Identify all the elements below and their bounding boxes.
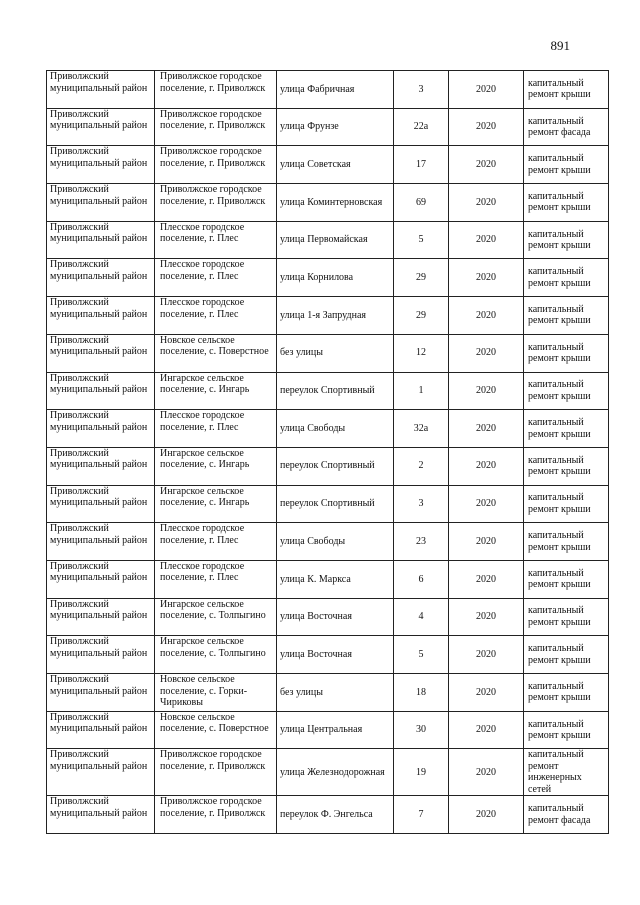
street-cell: переулок Ф. Энгельса [277,796,394,834]
year-cell: 2020 [449,410,524,448]
settlement-cell: Плесское городское поселение, г. Плес [155,259,277,297]
work-type-cell: капитальный ремонт фасада [524,796,609,834]
page-number: 891 [550,38,570,53]
house-number-cell: 3 [394,71,449,109]
street-cell: без улицы [277,334,394,372]
street-cell: улица Восточная [277,636,394,674]
settlement-cell: Плесское городское поселение, г. Плес [155,560,277,598]
settlement-cell: Приволжское городское поселение, г. Приволжск [155,108,277,146]
year-cell: 2020 [449,749,524,796]
district-cell: Приволжский муниципальный район [47,485,155,523]
work-type-cell: капитальный ремонт крыши [524,221,609,259]
street-cell: улица Восточная [277,598,394,636]
year-cell: 2020 [449,372,524,410]
work-type-cell: капитальный ремонт фасада [524,108,609,146]
settlement-cell: Приволжское городское поселение, г. Приволжск [155,184,277,222]
table-row [47,297,609,335]
year-cell: 2020 [449,71,524,109]
settlement-cell: Плесское городское поселение, г. Плес [155,410,277,448]
year-cell: 2020 [449,184,524,222]
street-cell: улица Центральная [277,711,394,749]
work-type-cell: капитальный ремонт крыши [524,560,609,598]
work-type-cell: капитальный ремонт крыши [524,334,609,372]
work-type-cell: капитальный ремонт крыши [524,410,609,448]
house-number-cell: 17 [394,146,449,184]
street-cell: улица 1-я Запрудная [277,297,394,335]
work-type-cell: капитальный ремонт крыши [524,184,609,222]
street-cell: улица Корнилова [277,259,394,297]
work-type-cell: капитальный ремонт крыши [524,146,609,184]
year-cell: 2020 [449,108,524,146]
table-row [47,108,609,146]
year-cell: 2020 [449,711,524,749]
work-type-cell: капитальный ремонт крыши [524,259,609,297]
work-type-cell: капитальный ремонт крыши [524,636,609,674]
table-row [47,749,609,796]
work-type-cell: капитальный ремонт крыши [524,447,609,485]
house-number-cell: 2 [394,447,449,485]
table-row [47,259,609,297]
table-row [47,711,609,749]
year-cell: 2020 [449,334,524,372]
table-row [47,598,609,636]
house-number-cell: 23 [394,523,449,561]
house-number-cell: 4 [394,598,449,636]
work-type-cell: капитальный ремонт крыши [524,372,609,410]
street-cell: улица Коминтерновская [277,184,394,222]
district-cell: Приволжский муниципальный район [47,636,155,674]
table-row [47,485,609,523]
street-cell: улица Первомайская [277,221,394,259]
work-type-cell: капитальный ремонт крыши [524,71,609,109]
district-cell: Приволжский муниципальный район [47,674,155,712]
year-cell: 2020 [449,523,524,561]
table-row [47,796,609,834]
district-cell: Приволжский муниципальный район [47,71,155,109]
settlement-cell: Ингарское сельское поселение, с. Ингарь [155,372,277,410]
work-type-cell: капитальный ремонт инженерных сетей [524,749,609,796]
street-cell: улица Железнодорожная [277,749,394,796]
table-row [47,560,609,598]
district-cell: Приволжский муниципальный район [47,259,155,297]
settlement-cell: Новское сельское поселение, с. Горки-Чириковы [155,674,277,712]
table-row [47,71,609,109]
district-cell: Приволжский муниципальный район [47,146,155,184]
house-number-cell: 29 [394,259,449,297]
table-row [47,447,609,485]
table-row [47,221,609,259]
street-cell: без улицы [277,674,394,712]
street-cell: переулок Спортивный [277,485,394,523]
year-cell: 2020 [449,447,524,485]
year-cell: 2020 [449,297,524,335]
settlement-cell: Плесское городское поселение, г. Плес [155,297,277,335]
house-number-cell: 18 [394,674,449,712]
year-cell: 2020 [449,674,524,712]
work-type-cell: капитальный ремонт крыши [524,598,609,636]
street-cell: переулок Спортивный [277,447,394,485]
house-number-cell: 5 [394,221,449,259]
street-cell: улица Фабричная [277,71,394,109]
work-type-cell: капитальный ремонт крыши [524,711,609,749]
district-cell: Приволжский муниципальный район [47,560,155,598]
settlement-cell: Плесское городское поселение, г. Плес [155,221,277,259]
settlement-cell: Ингарское сельское поселение, с. Ингарь [155,447,277,485]
street-cell: улица К. Маркса [277,560,394,598]
house-number-cell: 69 [394,184,449,222]
settlement-cell: Приволжское городское поселение, г. Приволжск [155,146,277,184]
street-cell: улица Свободы [277,410,394,448]
district-cell: Приволжский муниципальный район [47,372,155,410]
district-cell: Приволжский муниципальный район [47,221,155,259]
settlement-cell: Плесское городское поселение, г. Плес [155,523,277,561]
year-cell: 2020 [449,636,524,674]
house-number-cell: 29 [394,297,449,335]
table-row [47,334,609,372]
work-type-cell: капитальный ремонт крыши [524,674,609,712]
year-cell: 2020 [449,796,524,834]
table-row [47,146,609,184]
year-cell: 2020 [449,146,524,184]
district-cell: Приволжский муниципальный район [47,598,155,636]
year-cell: 2020 [449,560,524,598]
house-number-cell: 3 [394,485,449,523]
house-number-cell: 32а [394,410,449,448]
settlement-cell: Ингарское сельское поселение, с. Толпыгино [155,598,277,636]
settlement-cell: Ингарское сельское поселение, с. Ингарь [155,485,277,523]
settlement-cell: Новское сельское поселение, с. Поверстное [155,711,277,749]
district-cell: Приволжский муниципальный район [47,297,155,335]
table-row [47,184,609,222]
district-cell: Приволжский муниципальный район [47,447,155,485]
table-row [47,674,609,712]
work-type-cell: капитальный ремонт крыши [524,523,609,561]
house-number-cell: 22а [394,108,449,146]
house-number-cell: 6 [394,560,449,598]
street-cell: улица Советская [277,146,394,184]
house-number-cell: 19 [394,749,449,796]
settlement-cell: Приволжское городское поселение, г. Приволжск [155,749,277,796]
district-cell: Приволжский муниципальный район [47,796,155,834]
street-cell: улица Фрунзе [277,108,394,146]
work-type-cell: капитальный ремонт крыши [524,297,609,335]
settlement-cell: Ингарское сельское поселение, с. Толпыгино [155,636,277,674]
district-cell: Приволжский муниципальный район [47,410,155,448]
settlement-cell: Новское сельское поселение, с. Поверстное [155,334,277,372]
year-cell: 2020 [449,221,524,259]
district-cell: Приволжский муниципальный район [47,711,155,749]
repair-table [46,70,609,834]
street-cell: улица Свободы [277,523,394,561]
district-cell: Приволжский муниципальный район [47,334,155,372]
year-cell: 2020 [449,598,524,636]
settlement-cell: Приволжское городское поселение, г. Приволжск [155,71,277,109]
house-number-cell: 1 [394,372,449,410]
table-row [47,523,609,561]
street-cell: переулок Спортивный [277,372,394,410]
house-number-cell: 12 [394,334,449,372]
settlement-cell: Приволжское городское поселение, г. Приволжск [155,796,277,834]
table-row [47,410,609,448]
table-row [47,372,609,410]
house-number-cell: 7 [394,796,449,834]
table-row [47,636,609,674]
district-cell: Приволжский муниципальный район [47,108,155,146]
year-cell: 2020 [449,259,524,297]
district-cell: Приволжский муниципальный район [47,184,155,222]
district-cell: Приволжский муниципальный район [47,749,155,796]
house-number-cell: 5 [394,636,449,674]
district-cell: Приволжский муниципальный район [47,523,155,561]
year-cell: 2020 [449,485,524,523]
house-number-cell: 30 [394,711,449,749]
work-type-cell: капитальный ремонт крыши [524,485,609,523]
